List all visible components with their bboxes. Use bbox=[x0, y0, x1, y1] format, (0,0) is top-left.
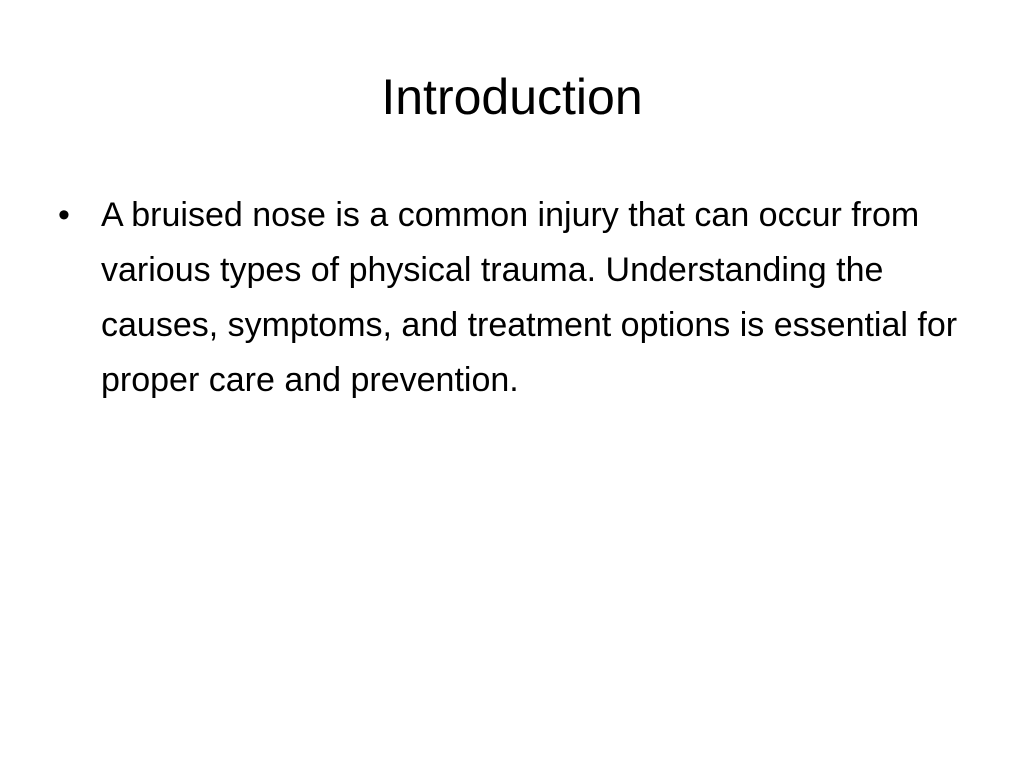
bullet-text: A bruised nose is a common injury that can occur from various types of physical trauma. Understanding the causes, symptoms, and treatment options is essential for proper care and prevention. bbox=[101, 196, 958, 399]
bullet-item bbox=[58, 188, 958, 408]
slide-title: Introduction bbox=[381, 69, 643, 125]
bullet-marker: • bbox=[58, 196, 70, 234]
bullet-list bbox=[58, 188, 958, 408]
